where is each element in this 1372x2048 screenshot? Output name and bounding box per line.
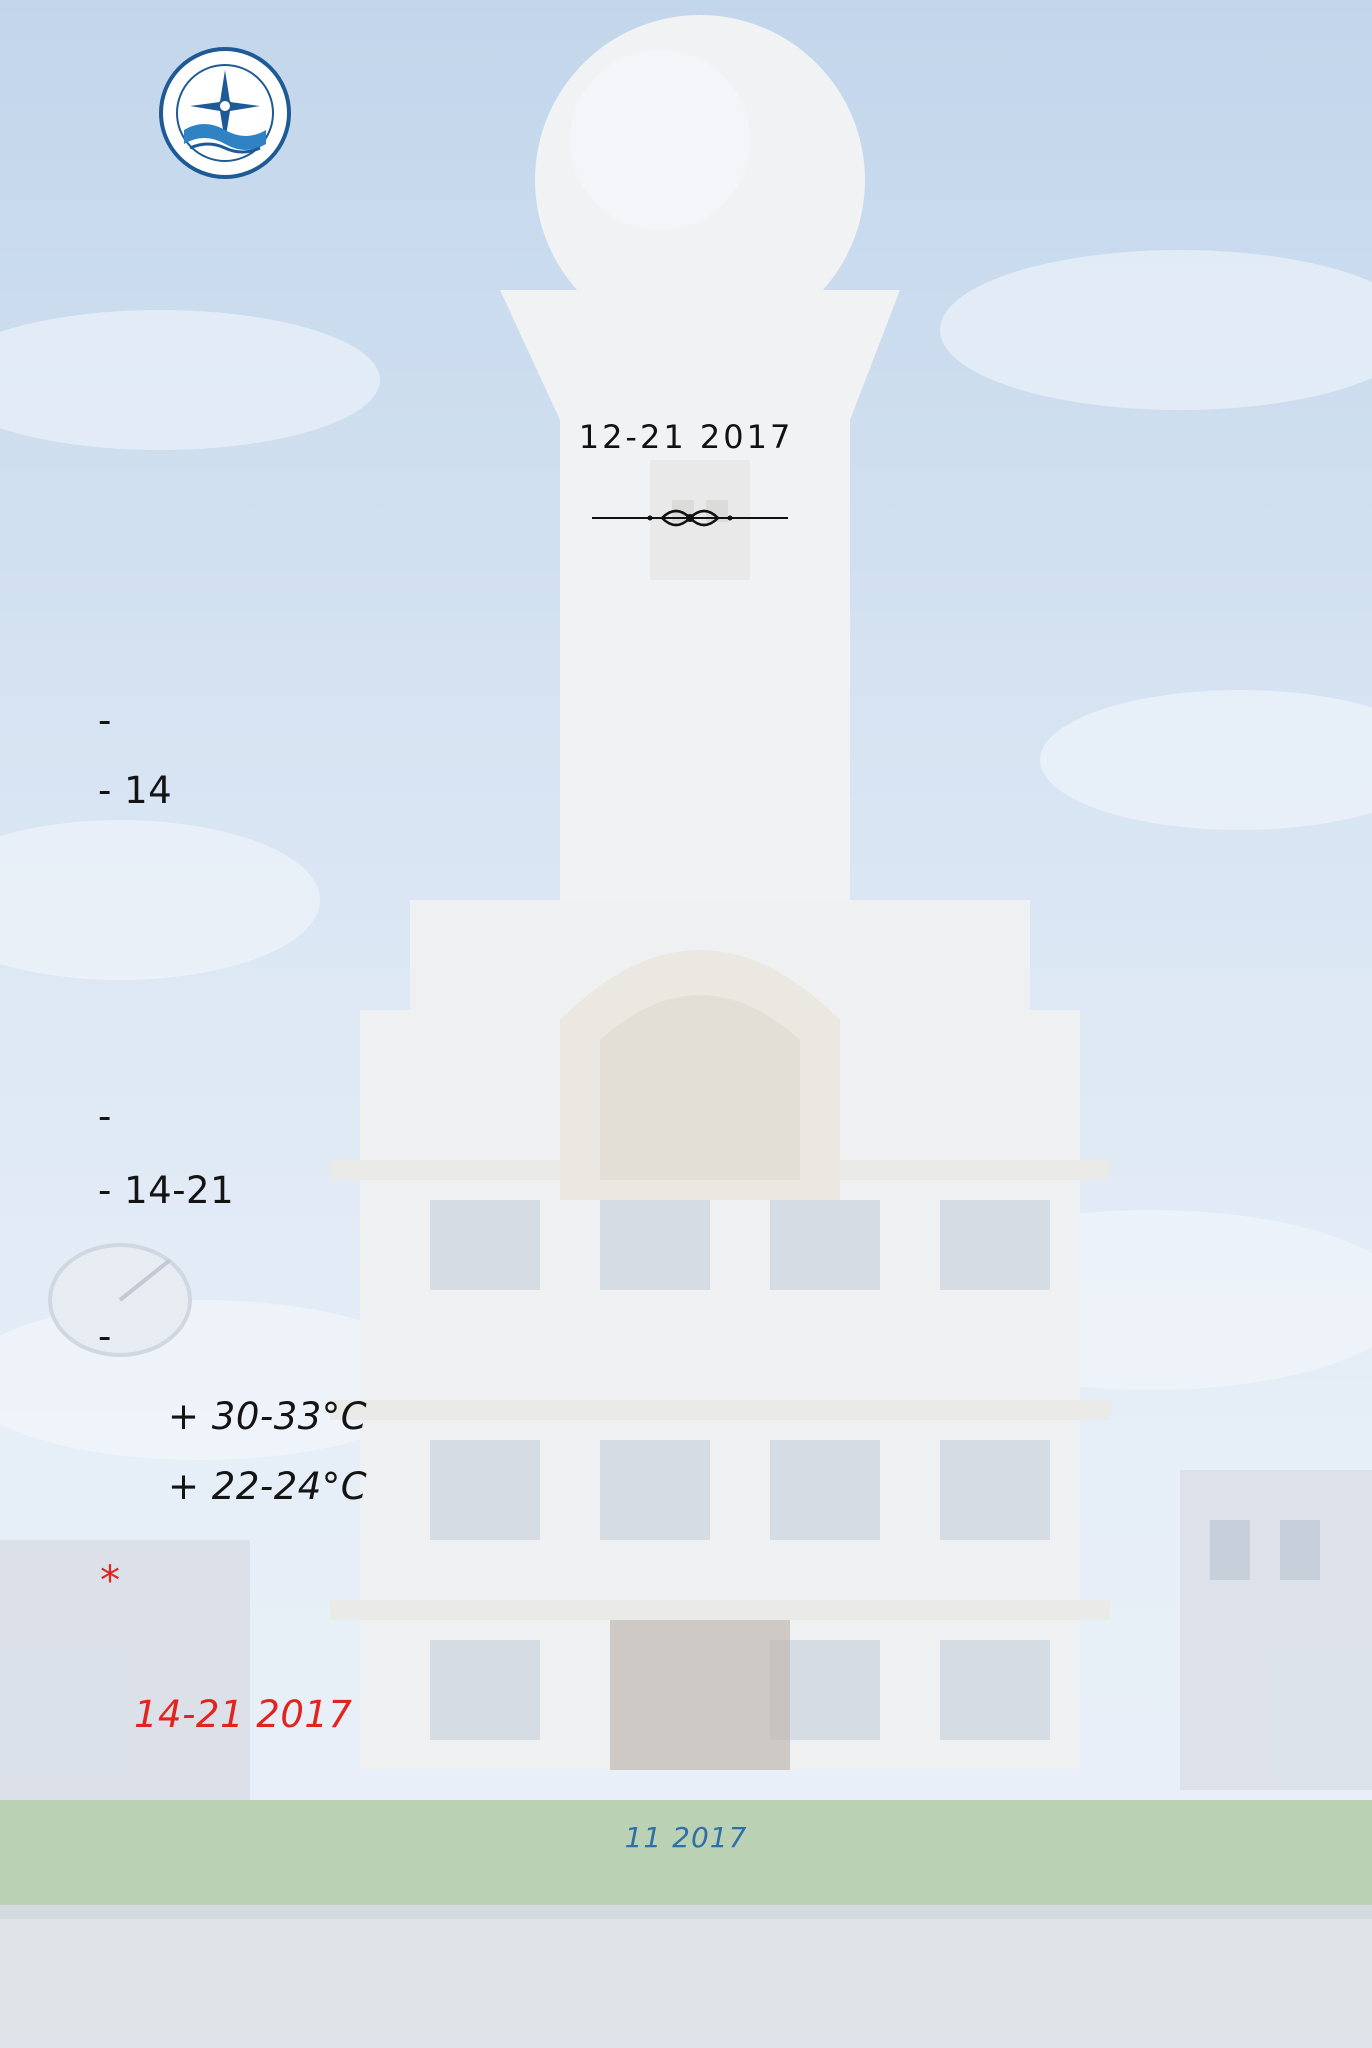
list-item: - <box>98 699 112 742</box>
period-dates: 12-21 <box>578 418 687 456</box>
warning-line-3 <box>134 1686 352 1744</box>
ornamental-divider-icon <box>592 500 788 536</box>
bullet-day-number: 14 <box>124 769 173 812</box>
list-item: - 14 <box>98 769 173 812</box>
publication-day: 11 <box>624 1821 663 1854</box>
publication-credit <box>0 1818 1372 1858</box>
temperature-min-value: 22-24°C <box>211 1465 368 1508</box>
warning-year: 2017 <box>256 1693 353 1736</box>
ministry-seal-icon <box>156 44 294 182</box>
forecast-period <box>0 412 1372 462</box>
period-year: 2017 <box>699 418 794 456</box>
temperature-max-row: + 30-33°C <box>168 1395 368 1438</box>
list-item: - <box>98 1315 112 1358</box>
warning-dates: 14-21 <box>134 1693 245 1736</box>
condition-dates: 14-21 <box>124 1169 235 1212</box>
list-item: - 14-21 <box>98 1169 235 1212</box>
list-item: - <box>98 1095 112 1138</box>
asterisk-icon: * <box>100 1558 120 1604</box>
temperature-min-row: + 22-24°C <box>168 1465 368 1508</box>
publication-year: 2017 <box>672 1821 748 1854</box>
temperature-max-value: 30-33°C <box>211 1395 368 1438</box>
